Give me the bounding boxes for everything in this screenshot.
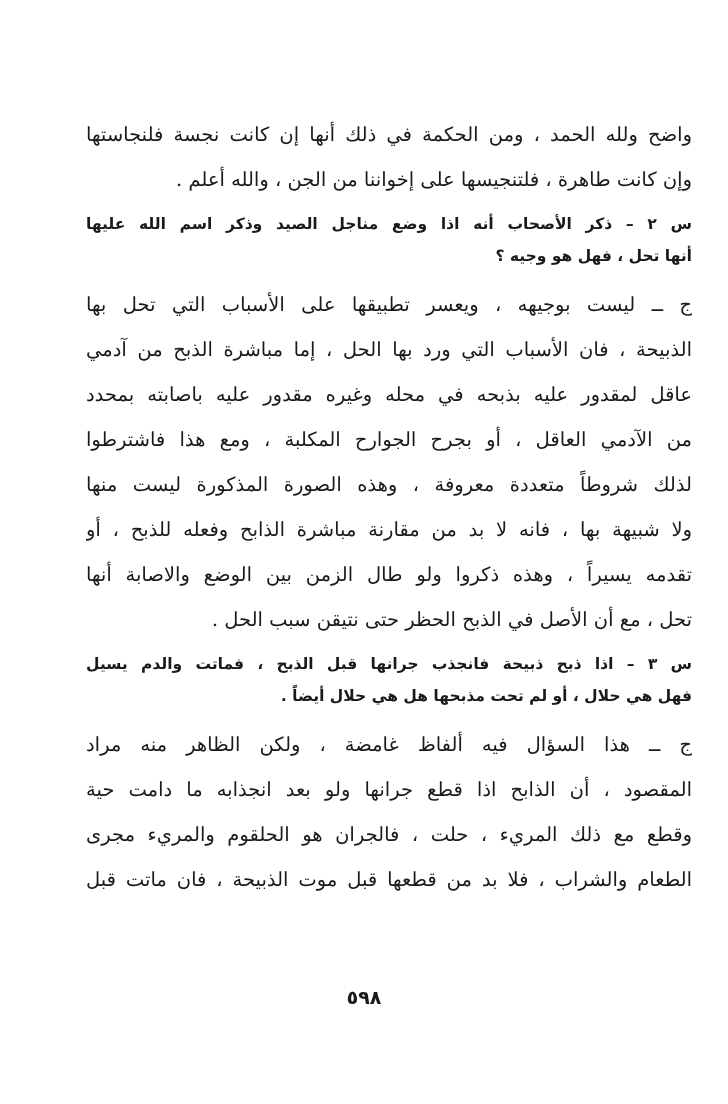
text-line: الطعام والشراب ، فلا بد من قطعها قبل موت الذبيحة ، فان ماتت قبل	[86, 868, 692, 891]
text-line: عاقل لمقدور عليه بذبحه في محله وغيره مقدور عليه باصابته بمحدد	[86, 383, 692, 406]
question-paragraph-2	[86, 208, 692, 272]
question-paragraph-3	[86, 648, 692, 712]
text-line: الذبيحة ، فان الأسباب التي ورد بها الحل ، إما مباشرة الذبح من آدمي	[86, 338, 692, 361]
text-line: المقصود ، أن الذابح اذا قطع جرانها ولو بعد انجذابه ما دامت حية	[86, 778, 692, 801]
text-line: وإن كانت طاهرة ، فلتنجيسها على إخواننا من الجن ، والله أعلم .	[176, 168, 692, 191]
question-line: س ٣ – اذا ذبح ذبيحة فانجذب جرانها قبل الذبح ، فماتت والدم يسيل	[86, 655, 692, 673]
text-line: وقطع مع ذلك المريء ، حلت ، فالجران هو الحلقوم والمريء مجرى	[86, 823, 692, 846]
question-line: فهل هي حلال ، أو لم تحت مذبحها هل هي حلال أيضاً .	[280, 687, 692, 705]
answer-paragraph-1	[86, 112, 692, 202]
page-number: ٥٩٨	[346, 987, 382, 1009]
text-line: من الآدمي العاقل ، أو بجرح الجوارح المكلبة ، ومع هذا فاشترطوا	[86, 428, 692, 451]
text-line: تحل ، مع أن الأصل في الذبح الحظر حتى نتيقن سبب الحل .	[211, 608, 692, 631]
answer-paragraph-2	[86, 282, 692, 642]
question-line: أنها تحل ، فهل هو وجيه ؟	[495, 247, 692, 265]
text-line: واضح ولله الحمد ، ومن الحكمة في ذلك أنها إن كانت نجسة فلنجاستها	[86, 123, 692, 146]
text-line: ج ــ ليست بوجيهه ، ويعسر تطبيقها على الأسباب التي تحل بها	[86, 293, 692, 316]
text-line: ج ــ هذا السؤال فيه ألفاظ غامضة ، ولكن الظاهر منه مراد	[86, 733, 692, 756]
document-page	[86, 112, 692, 902]
text-line: تقدمه يسيراً ، وهذه ذكروا ولو طال الزمن بين الوضع والاصابة أنها	[86, 563, 692, 586]
answer-paragraph-3	[86, 722, 692, 902]
text-line: ولا شبيهة بها ، فانه لا بد من مقارنة مباشرة الذابح وفعله للذبح ، أو	[86, 518, 692, 541]
question-line: س ٢ – ذكر الأصحاب أنه اذا وضع مناجل الصيد وذكر اسم الله عليها	[86, 215, 692, 233]
text-line: لذلك شروطاً متعددة معروفة ، وهذه الصورة المذكورة ليست منها	[86, 473, 692, 496]
